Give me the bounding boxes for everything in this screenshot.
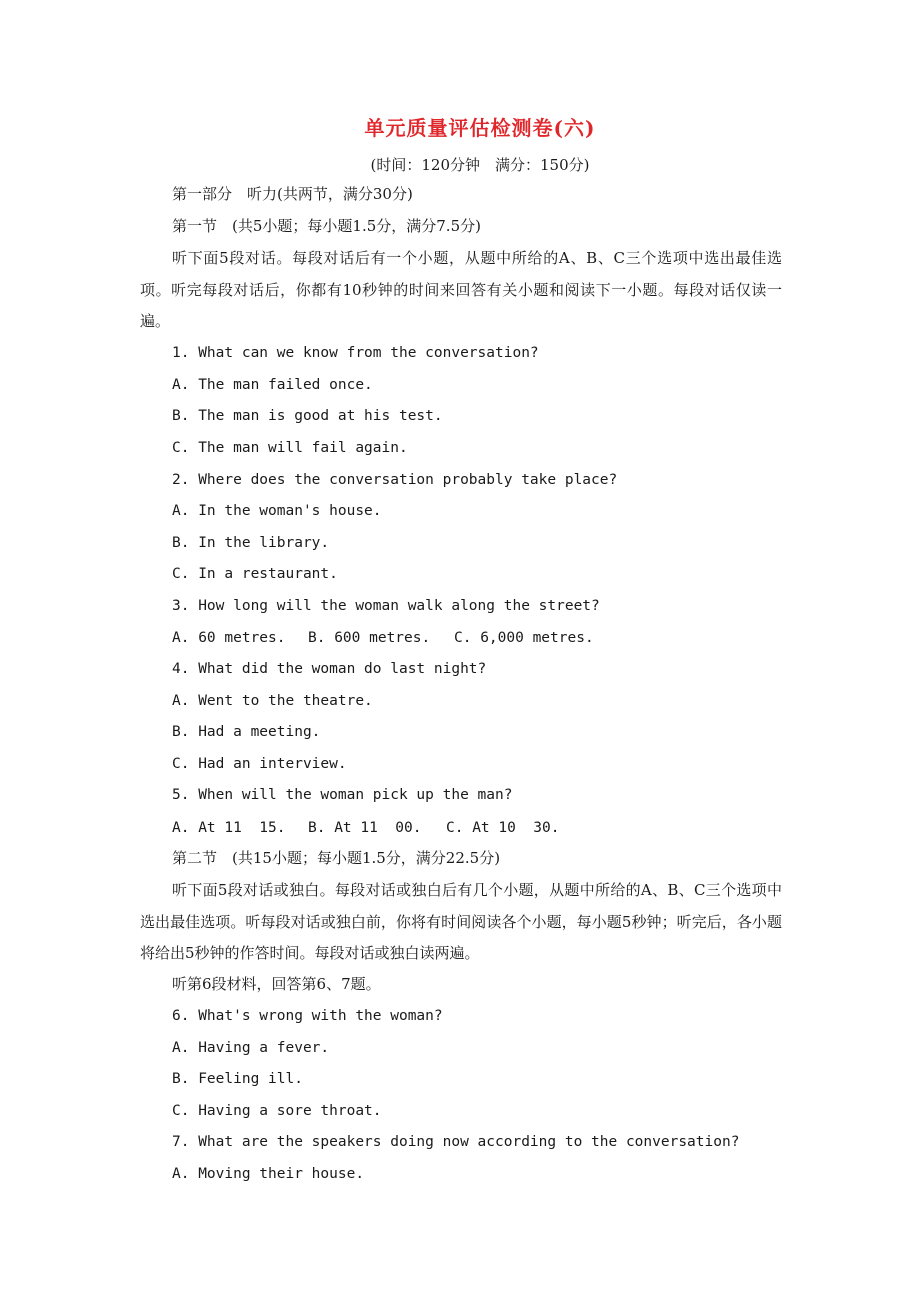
option: B. 600 metres. (308, 630, 431, 646)
option: A. Went to the theatre. (172, 693, 373, 709)
option-row (172, 630, 594, 646)
option: B. The man is good at his test. (172, 408, 443, 424)
material-prompt: 听第6段材料，回答第6、7题。 (172, 975, 381, 993)
option: A. Having a fever. (172, 1040, 330, 1056)
option: C. Having a sore throat. (172, 1103, 382, 1119)
option: A. Moving their house. (172, 1166, 365, 1182)
option: C. 6,000 metres. (454, 630, 594, 646)
section-heading: 第一节 (共5小题；每小题1.5分，满分7.5分) (172, 217, 481, 235)
option: A. 60 metres. (172, 630, 286, 646)
option: B. Feeling ill. (172, 1071, 303, 1087)
option: C. In a restaurant. (172, 566, 338, 582)
question-stem: 7. What are the speakers doing now according to the conversation? (172, 1134, 740, 1150)
option: B. Had a meeting. (172, 724, 321, 740)
exam-meta: (时间：120分钟 满分：150分) (370, 156, 590, 174)
option: C. The man will fail again. (172, 440, 408, 456)
part-heading: 第一部分 听力(共两节，满分30分) (172, 185, 413, 203)
question-stem: 3. How long will the woman walk along the street? (172, 598, 600, 614)
page-title: 单元质量评估检测卷(六) (364, 116, 596, 140)
section-instructions: 听下面5段对话。每段对话后有一个小题，从题中所给的A、B、C三个选项中选出最佳选项。听完每段对话后，你都有10秒钟的时间来回答有关小题和阅读下一小题。每段对话仅读一遍。 (140, 249, 782, 330)
question-stem: 6. What's wrong with the woman? (172, 1008, 443, 1024)
option: A. The man failed once. (172, 377, 373, 393)
option: C. Had an interview. (172, 756, 347, 772)
option: C. At 10 30. (446, 820, 560, 836)
question-stem: 5. When will the woman pick up the man? (172, 787, 513, 803)
question-stem: 4. What did the woman do last night? (172, 661, 487, 677)
question-stem: 2. Where does the conversation probably take place? (172, 472, 618, 488)
option: A. At 11 15. (172, 820, 286, 836)
option: A. In the woman's house. (172, 503, 382, 519)
option: B. In the library. (172, 535, 330, 551)
question-stem: 1. What can we know from the conversation? (172, 345, 539, 361)
section-instructions: 听下面5段对话或独白。每段对话或独白后有几个小题，从题中所给的A、B、C三个选项中选出最佳选项。听每段对话或独白前，你将有时间阅读各个小题，每小题5秒钟；听完后，各小题将给出5秒钟的作答时间。每段对话或独白读两遍。 (140, 881, 782, 962)
option: B. At 11 00. (308, 820, 422, 836)
option-row (172, 820, 560, 836)
section-heading: 第二节 (共15小题；每小题1.5分，满分22.5分) (172, 849, 501, 867)
